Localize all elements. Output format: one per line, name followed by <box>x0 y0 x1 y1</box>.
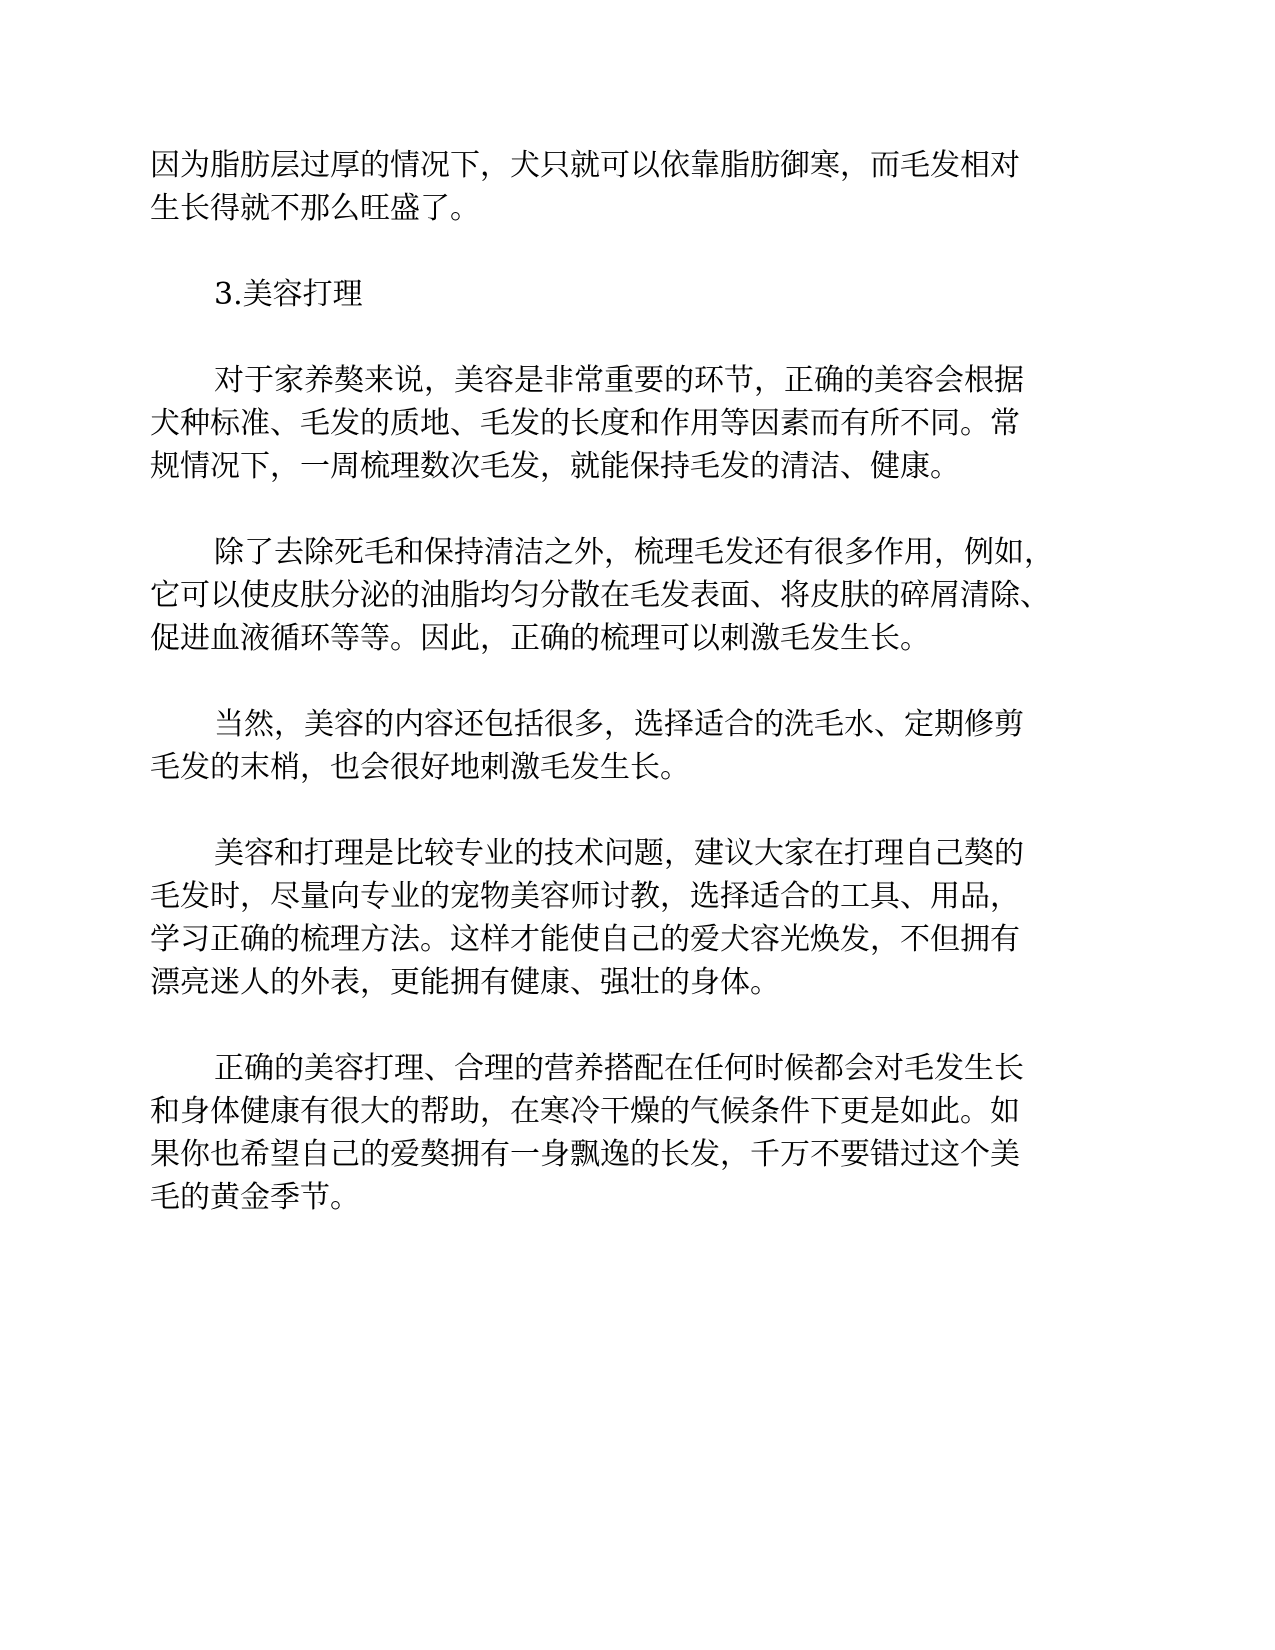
text-line: 生长得就不那么旺盛了。 <box>150 191 480 226</box>
paragraph-fat-insulation <box>150 144 1130 230</box>
paragraph-conclusion <box>150 1047 1130 1219</box>
text-line: 正确的美容打理、合理的营养搭配在任何时候都会对毛发生长 <box>214 1051 1024 1086</box>
text-line: 犬种标准、毛发的质地、毛发的长度和作用等因素而有所不同。常 <box>150 406 1020 441</box>
paragraph-brushing-benefits <box>150 531 1130 660</box>
text-line: 规情况下，一周梳理数次毛发，就能保持毛发的清洁、健康。 <box>150 449 960 484</box>
text-line: 因为脂肪层过厚的情况下，犬只就可以依靠脂肪御寒，而毛发相对 <box>150 148 1020 183</box>
text-line: 漂亮迷人的外表，更能拥有健康、强壮的身体。 <box>150 965 780 1000</box>
text-line: 除了去除死毛和保持清洁之外，梳理毛发还有很多作用，例如， <box>214 535 1054 570</box>
text-line: 促进血液循环等等。因此，正确的梳理可以刺激毛发生长。 <box>150 621 930 656</box>
text-line: 毛发的末梢，也会很好地刺激毛发生长。 <box>150 750 690 785</box>
heading-text: 3.美容打理 <box>214 277 363 312</box>
text-line: 学习正确的梳理方法。这样才能使自己的爱犬容光焕发，不但拥有 <box>150 922 1020 957</box>
text-line: 当然，美容的内容还包括很多，选择适合的洗毛水、定期修剪 <box>214 707 1024 742</box>
text-line: 和身体健康有很大的帮助，在寒冷干燥的气候条件下更是如此。如 <box>150 1094 1020 1129</box>
text-line: 毛发时，尽量向专业的宠物美容师讨教，选择适合的工具、用品， <box>150 879 1020 914</box>
paragraph-shampoo-trimming <box>150 703 1130 789</box>
text-line: 果你也希望自己的爱獒拥有一身飘逸的长发，千万不要错过这个美 <box>150 1137 1020 1172</box>
paragraph-grooming-importance <box>150 359 1130 488</box>
text-line: 美容和打理是比较专业的技术问题，建议大家在打理自己獒的 <box>214 836 1024 871</box>
paragraph-professional-advice <box>150 832 1130 1004</box>
document-body <box>150 144 1130 1262</box>
section-heading-grooming <box>150 273 1130 316</box>
text-line: 它可以使皮肤分泌的油脂均匀分散在毛发表面、将皮肤的碎屑清除、 <box>150 578 1050 613</box>
text-line: 对于家养獒来说，美容是非常重要的环节，正确的美容会根据 <box>214 363 1024 398</box>
text-line: 毛的黄金季节。 <box>150 1180 360 1215</box>
